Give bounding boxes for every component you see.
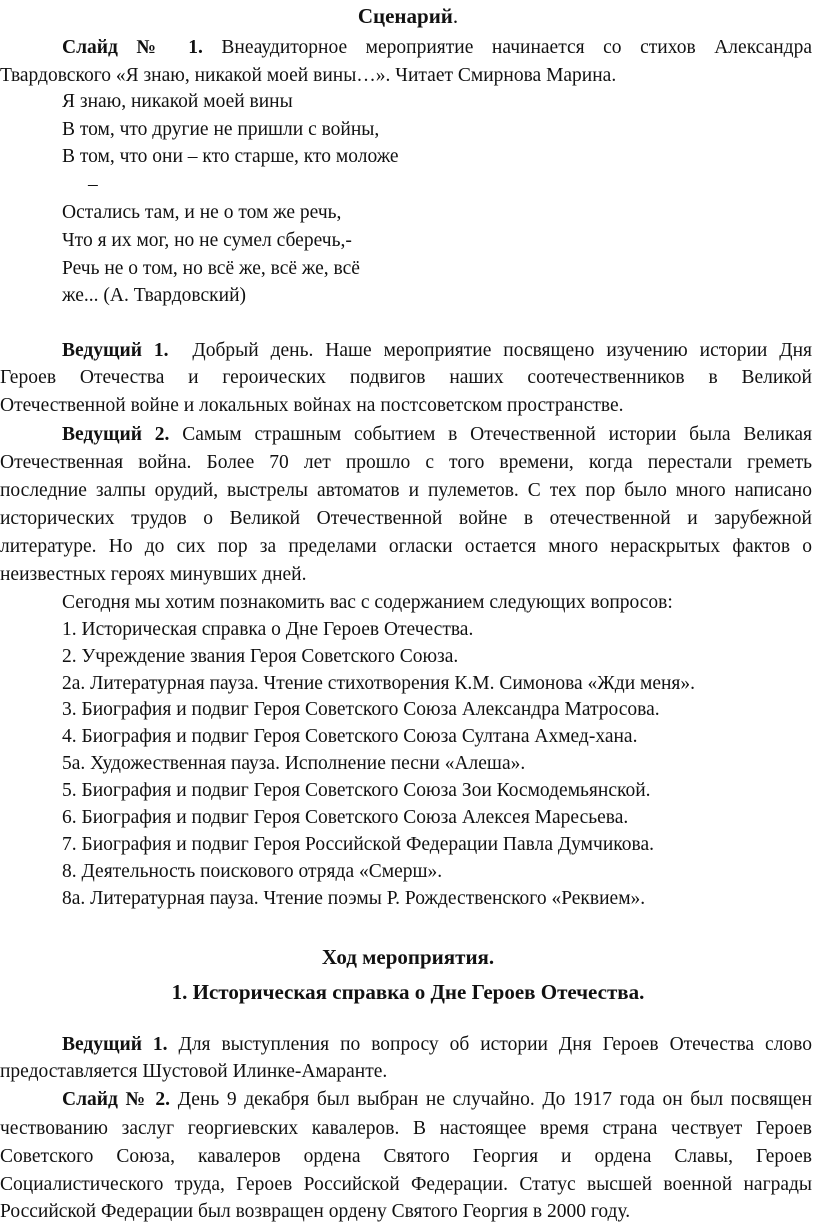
- poem-line: Остались там, и не о том же речь,: [62, 202, 342, 223]
- poem-line: В том, что другие не пришли с войны,: [62, 119, 380, 140]
- slide2-label: Слайд № 2.: [62, 1089, 171, 1110]
- host2-paragraph-line4: исторических трудов о Великой Отечественной войне в отечественной и зарубежной: [0, 508, 812, 529]
- poem-line: Я знаю, никакой моей вины: [62, 91, 293, 112]
- agenda-item: 2а. Литературная пауза. Чтение стихотворения К.М. Симонова «Жди меня».: [62, 673, 696, 694]
- agenda-item: 3. Биография и подвиг Героя Советского Союза Александра Матросова.: [62, 699, 660, 720]
- slide2-text-1: День 9 декабря был выбран не случайно. До 1917 года он был посвящен: [177, 1089, 813, 1110]
- agenda-item: 8а. Литературная пауза. Чтение поэмы Р. Рождественского «Реквием».: [62, 888, 646, 909]
- poem-line: Что я их мог, но не сумел сберечь,-: [62, 230, 352, 251]
- agenda-item: 4. Биография и подвиг Героя Советского Союза Султана Ахмед-хана.: [62, 726, 638, 747]
- slide2-paragraph-line2: чествованию заслуг георгиевских кавалеров. В настоящее время страна чествует Героев: [0, 1118, 812, 1139]
- host1-paragraph-line3: Отечественной войне и локальных войнах на постсоветском пространстве.: [0, 395, 624, 416]
- slide1-paragraph-line1: [0, 34, 812, 62]
- poem-line: же... (А. Твардовский): [62, 285, 246, 306]
- poem-line: –: [88, 174, 98, 195]
- agenda-item: 2. Учреждение звания Героя Советского Союза.: [62, 646, 459, 667]
- slide1-label: Слайд № 1.: [62, 37, 203, 58]
- document-title: [0, 2, 816, 30]
- title-dot: .: [452, 4, 459, 28]
- agenda-item: 7. Биография и подвиг Героя Российской Федерации Павла Думчикова.: [62, 834, 654, 855]
- section-title: Ход мероприятия.: [321, 945, 495, 969]
- host1-paragraph-line2: Героев Отечества и героических подвигов наших соотечественников в Великой: [0, 367, 812, 388]
- host2-paragraph-line1: [0, 421, 812, 449]
- slide2-paragraph-line3: Советского Союза, кавалеров ордена Святого Георгия и ордена Славы, Героев: [0, 1146, 812, 1167]
- host1-label: Ведущий 1.: [62, 340, 169, 361]
- host2-label: Ведущий 2.: [62, 424, 170, 445]
- agenda-item: 8. Деятельность поискового отряда «Смерш».: [62, 861, 443, 882]
- slide2-paragraph-line5: Российской Федерации был возвращен ордену Святого Георгия в 2000 году.: [0, 1201, 631, 1222]
- host1-text-1: Добрый день. Наше мероприятие посвящено изучению истории Дня: [192, 340, 813, 361]
- poem-line: В том, что они – кто старше, кто моложе: [62, 146, 399, 167]
- title-text: Сценарий: [357, 4, 453, 28]
- agenda-item: 5а. Художественная пауза. Исполнение песни «Алеша».: [62, 753, 526, 774]
- poem-line: Речь не о том, но всё же, всё же, всё: [62, 258, 360, 279]
- host2-paragraph-line5: литературе. Но до сих пор за пределами огласки остается много нераскрытых фактов о: [0, 536, 812, 557]
- host1-paragraph-line1: [0, 337, 812, 365]
- agenda-item: 5. Биография и подвиг Героя Советского Союза Зои Космодемьянской.: [62, 780, 651, 801]
- host1b-paragraph-line2: предоставляется Шустовой Илинке-Амаранте.: [0, 1061, 388, 1082]
- host1b-text-1: Для выступления по вопросу об истории Дня Героев Отечества слово: [178, 1034, 813, 1055]
- agenda-intro: Сегодня мы хотим познакомить вас с содержанием следующих вопросов:: [62, 592, 673, 613]
- host1b-paragraph-line1: [0, 1031, 812, 1059]
- slide1-paragraph-line2: Твардовского «Я знаю, никакой моей вины…». Читает Смирнова Марина.: [0, 65, 617, 86]
- slide2-paragraph-line1: [0, 1086, 812, 1114]
- agenda-item: 6. Биография и подвиг Героя Советского Союза Алексея Маресьева.: [62, 807, 629, 828]
- slide2-paragraph-line4: Социалистического труда, Героев Российской Федерации. Статус высшей военной награды: [0, 1174, 812, 1195]
- section-subtitle: 1. Историческая справка о Дне Героев Отечества.: [171, 980, 645, 1004]
- host1b-label: Ведущий 1.: [62, 1034, 168, 1055]
- host2-text-1: Самым страшным событием в Отечественной истории была Великая: [182, 424, 813, 445]
- host2-paragraph-line6: неизвестных героях минувших дней.: [0, 564, 307, 585]
- host2-paragraph-line2: Отечественная война. Более 70 лет прошло с того времени, когда перестали греметь: [0, 452, 812, 473]
- slide1-text-1: Внеаудиторное мероприятие начинается со стихов Александра: [221, 37, 812, 58]
- agenda-item: 1. Историческая справка о Дне Героев Отечества.: [62, 619, 474, 640]
- host2-paragraph-line3: последние залпы орудий, выстрелы автоматов и пулеметов. С тех пор было много написано: [0, 480, 812, 501]
